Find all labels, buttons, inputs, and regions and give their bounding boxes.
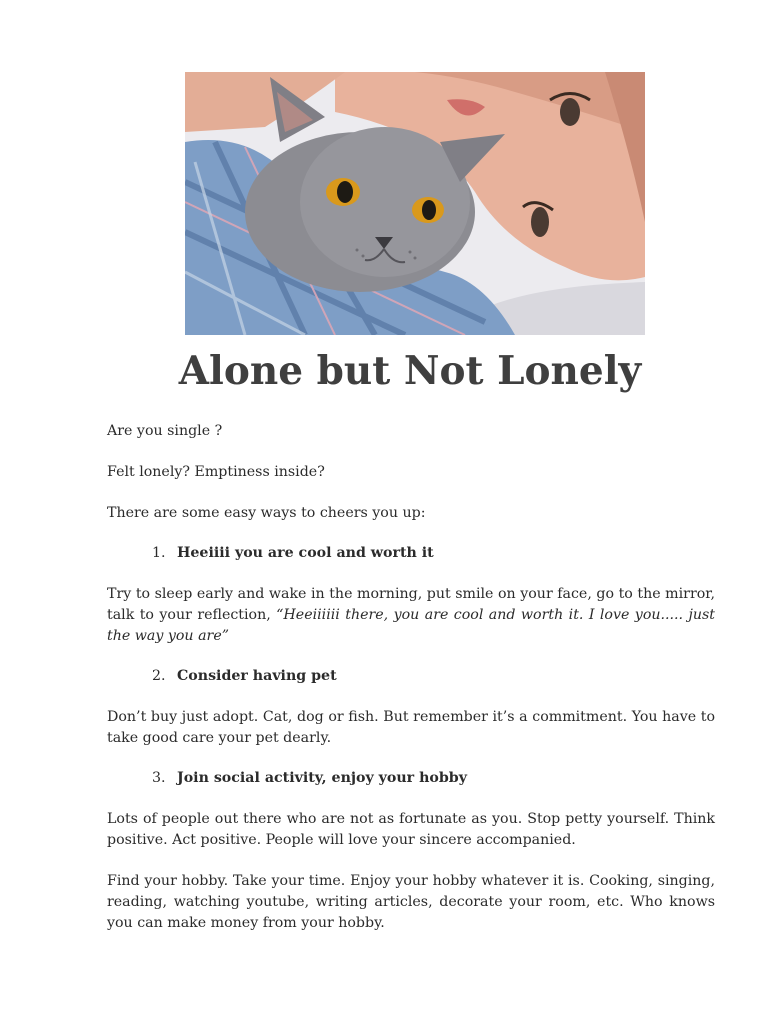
section-1-paragraph [107,584,715,647]
list-item-2-heading [152,666,337,687]
woman-with-grey-cat-photo [185,72,645,335]
list-heading: Heeiiii you are cool and worth it [177,545,434,561]
list-item-3-heading [152,768,467,789]
intro-line-2: Felt lonely? Emptiness inside? [107,464,325,480]
intro-line-3: There are some easy ways to cheers you up: [107,505,426,521]
list-number: 3. [152,770,166,786]
list-item-1-heading [152,543,434,564]
intro-line-1: Are you single ? [107,423,223,439]
section-3-paragraph: Lots of people out there who are not as fortunate as you. Stop petty yourself. Think positive. Act positive. People will love your sincere accompanied. [107,811,715,848]
list-number: 2. [152,668,166,684]
list-heading: Consider having pet [177,668,337,684]
list-number: 1. [152,545,166,561]
section-3-paragraph-2: Find your hobby. Take your time. Enjoy your hobby whatever it is. Cooking, singing, reading, watching youtube, writing articles, decorate your room, etc. Who knows you can make money from your hobby. [107,873,715,931]
section-1-quote: “Heeiiiiii there, you are cool and worth it. I love you..... just the way you are” [107,607,715,644]
section-1-text: Try to sleep early and wake in the morning, put smile on your face, go to the mirror, talk to your reflection, [107,586,715,623]
list-heading: Join social activity, enjoy your hobby [177,770,467,786]
page-title: Alone but Not Lonely [178,348,642,394]
section-2-paragraph: Don’t buy just adopt. Cat, dog or fish. But remember it’s a commitment. You have to take good care your pet dearly. [107,709,715,746]
